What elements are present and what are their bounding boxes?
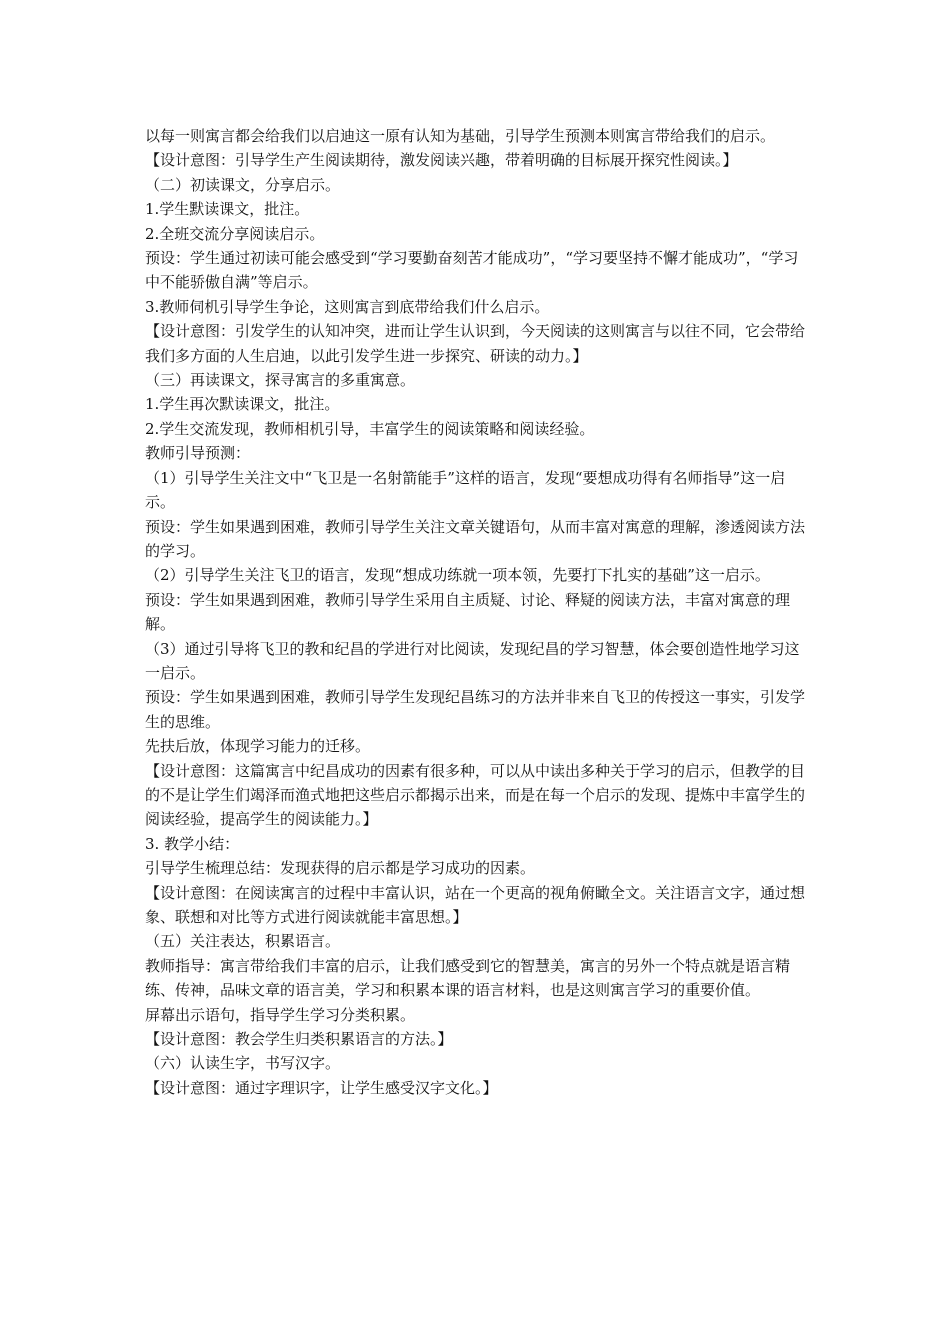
section-heading: （六）认读生字，书写汉字。	[145, 1054, 341, 1073]
section-heading: （二）初读课文，分享启示。	[145, 175, 341, 194]
design-intent: 【设计意图：在阅读寓言的过程中丰富认识，站在一个更高的视角俯瞰全文。关注语言文字，通过想象、联想和对比等方式进行阅读就能丰富思想。】	[145, 883, 806, 926]
paragraph: 预设：学生如果遇到困难，教师引导学生采用自主质疑、讨论、释疑的阅读方法，丰富对寓意的理解。	[145, 590, 791, 634]
section-heading: （三）再读课文，探寻寓言的多重寓意。	[145, 371, 416, 390]
list-item: （2）引导学生关注飞卫的语言，发现“想成功练就一项本领，先要打下扎实的基础”这一启示。	[145, 566, 770, 585]
paragraph: 引导学生梳理总结：发现获得的启示都是学习成功的因素。	[145, 859, 536, 878]
paragraph: 以每一则寓言都会给我们以启迪这一原有认知为基础，引导学生预测本则寓言带给我们的启示。	[145, 127, 776, 145]
design-intent: 【设计意图：通过字理识字，让学生感受汉字文化。】	[145, 1078, 498, 1097]
list-item: （3）通过引导将飞卫的教和纪昌的学进行对比阅读，发现纪昌的学习智慧，体会要创造性地学习这一启示。	[145, 639, 800, 682]
list-item: 2.全班交流分享阅读启示。	[145, 224, 325, 243]
list-item: 1.学生再次默读课文，批注。	[145, 395, 340, 414]
list-item: 3.教师伺机引导学生争论，这则寓言到底带给我们什么启示。	[145, 297, 550, 316]
list-item: （1）引导学生关注文中“飞卫是一名射箭能手”这样的语言，发现“要想成功得有名师指导”这一启示。	[145, 468, 786, 512]
paragraph: 教师引导预测：	[145, 444, 251, 463]
document-body	[145, 124, 813, 1100]
design-intent: 【设计意图：引发学生的认知冲突，进而让学生认识到，今天阅读的这则寓言与以往不同，它会带给我们多方面的人生启迪，以此引发学生进一步探究、研读的动力。】	[145, 322, 806, 365]
paragraph: 教师指导：寓言带给我们丰富的启示，让我们感受到它的智慧美，寓言的另外一个特点就是语言精练、传神，品味文章的语言美，学习和积累本课的语言材料，也是这则寓言学习的重要价值。	[145, 956, 791, 1000]
paragraph: 预设：学生如果遇到困难，教师引导学生关注文章关键语句，从而丰富对寓意的理解，渗透阅读方法的学习。	[145, 517, 806, 560]
paragraph: 先扶后放，体现学习能力的迁移。	[145, 737, 371, 756]
paragraph: 预设：学生如果遇到困难，教师引导学生发现纪昌练习的方法并非来自飞卫的传授这一事实，引发学生的思维。	[145, 688, 806, 731]
design-intent: 【设计意图：引导学生产生阅读期待，激发阅读兴趣，带着明确的目标展开探究性阅读。】	[145, 151, 738, 170]
list-item: 2.学生交流发现，教师相机引导，丰富学生的阅读策略和阅读经验。	[145, 419, 595, 438]
paragraph: 屏幕出示语句，指导学生学习分类积累。	[145, 1005, 416, 1024]
section-heading: （五）关注表达，积累语言。	[145, 932, 341, 951]
paragraph: 预设：学生通过初读可能会感受到“学习要勤奋刻苦才能成功”，“学习要坚持不懈才能成功”，“学习中不能骄傲自满”等启示。	[145, 249, 799, 292]
design-intent: 【设计意图：教会学生归类积累语言的方法。】	[145, 1030, 453, 1049]
section-heading: 3. 教学小结：	[145, 834, 240, 853]
design-intent: 【设计意图：这篇寓言中纪昌成功的因素有很多种，可以从中读出多种关于学习的启示，但教学的目的不是让学生们竭泽而渔式地把这些启示都揭示出来，而是在每一个启示的发现、提炼中丰富学生的阅读经验，提高学生的阅读能力。】	[145, 761, 806, 829]
list-item: 1.学生默读课文，批注。	[145, 200, 310, 219]
